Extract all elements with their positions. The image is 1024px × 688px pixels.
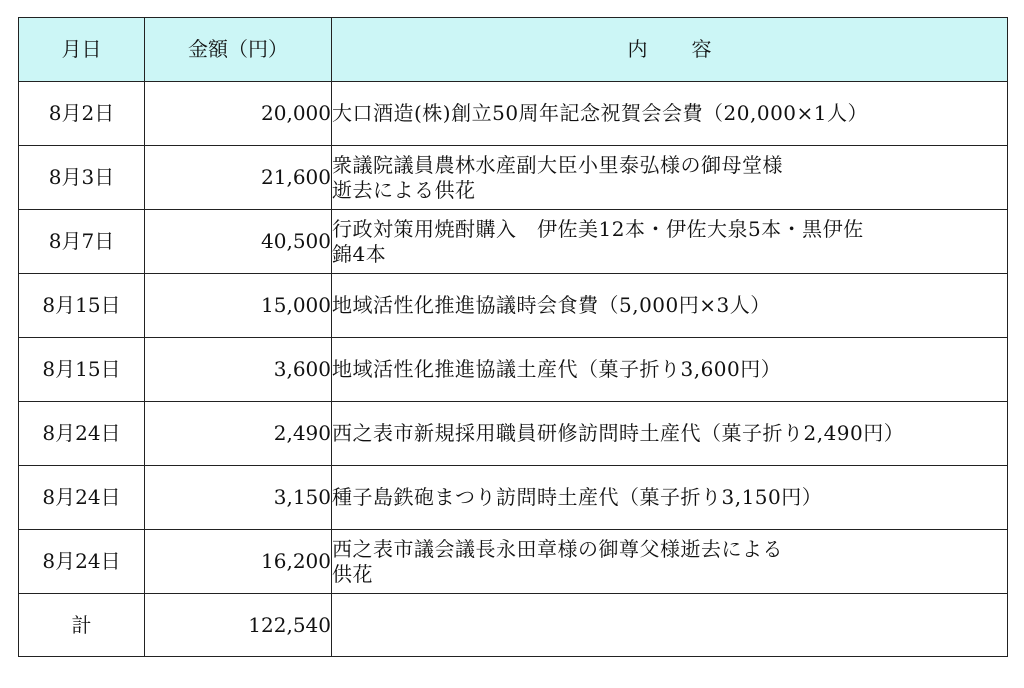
date-cell: 8月24日 [19, 402, 145, 466]
total-row [19, 594, 1008, 657]
date-cell: 8月2日 [19, 82, 145, 146]
total-content [332, 594, 1008, 657]
content-cell: 西之表市議会議長永田章様の御尊父様逝去による 供花 [332, 530, 1008, 594]
total-label: 計 [19, 594, 145, 657]
table-row [19, 146, 1008, 210]
content-cell: 種子島鉄砲まつり訪問時土産代（菓子折り3,150円） [332, 466, 1008, 530]
table-row [19, 82, 1008, 146]
content-cell: 衆議院議員農林水産副大臣小里泰弘様の御母堂様 逝去による供花 [332, 146, 1008, 210]
amount-cell: 3,150 [145, 466, 332, 530]
header-content-label: 内容 [627, 37, 756, 61]
amount-cell: 16,200 [145, 530, 332, 594]
date-cell: 8月15日 [19, 338, 145, 402]
total-amount: 122,540 [145, 594, 332, 657]
table-row [19, 402, 1008, 466]
amount-cell: 15,000 [145, 274, 332, 338]
date-cell: 8月15日 [19, 274, 145, 338]
content-cell: 地域活性化推進協議時会食費（5,000円×3人） [332, 274, 1008, 338]
header-date: 月日 [19, 18, 145, 82]
content-cell: 大口酒造(株)創立50周年記念祝賀会会費（20,000×1人） [332, 82, 1008, 146]
table-row [19, 338, 1008, 402]
expense-table [18, 17, 1008, 657]
date-cell: 8月24日 [19, 466, 145, 530]
content-cell: 西之表市新規採用職員研修訪問時土産代（菓子折り2,490円） [332, 402, 1008, 466]
amount-cell: 3,600 [145, 338, 332, 402]
amount-cell: 20,000 [145, 82, 332, 146]
header-content [332, 18, 1008, 82]
table-row [19, 466, 1008, 530]
header-amount: 金額（円） [145, 18, 332, 82]
date-cell: 8月24日 [19, 530, 145, 594]
content-cell: 地域活性化推進協議土産代（菓子折り3,600円） [332, 338, 1008, 402]
date-cell: 8月3日 [19, 146, 145, 210]
date-cell: 8月7日 [19, 210, 145, 274]
amount-cell: 21,600 [145, 146, 332, 210]
amount-cell: 2,490 [145, 402, 332, 466]
table-row [19, 274, 1008, 338]
table-row [19, 530, 1008, 594]
content-cell: 行政対策用焼酎購入 伊佐美12本・伊佐大泉5本・黒伊佐 錦4本 [332, 210, 1008, 274]
header-row [19, 18, 1008, 82]
table-row [19, 210, 1008, 274]
amount-cell: 40,500 [145, 210, 332, 274]
